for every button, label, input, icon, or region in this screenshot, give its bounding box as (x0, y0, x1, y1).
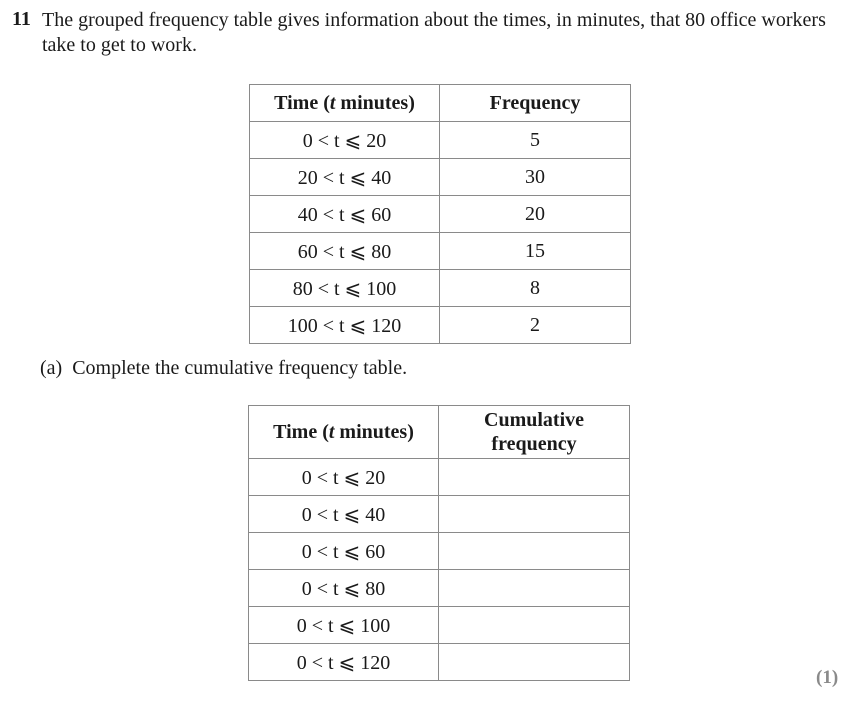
interval-cell: 0 < t ⩽ 20 (250, 122, 440, 159)
cumulative-frequency-answer-cell[interactable] (439, 496, 630, 533)
part-a-instruction: (a) Complete the cumulative frequency table. (40, 357, 408, 379)
table-row (249, 570, 630, 607)
interval-cell: 0 < t ⩽ 40 (249, 496, 439, 533)
table-row (250, 270, 631, 307)
cumulative-frequency-header: Cumulative frequency (439, 406, 630, 459)
frequency-cell: 2 (440, 307, 631, 344)
time-header: Time (t minutes) (249, 406, 439, 459)
cumulative-frequency-answer-cell[interactable] (439, 644, 630, 681)
table-row (249, 607, 630, 644)
question-number: 11 (12, 8, 31, 30)
grouped-frequency-table (249, 84, 631, 344)
interval-cell: 0 < t ⩽ 60 (249, 533, 439, 570)
table-row (250, 233, 631, 270)
interval-cell: 100 < t ⩽ 120 (250, 307, 440, 344)
table-row (249, 496, 630, 533)
cumulative-frequency-answer-cell[interactable] (439, 570, 630, 607)
table-row (249, 644, 630, 681)
cumulative-frequency-answer-cell[interactable] (439, 533, 630, 570)
question-text: The grouped frequency table gives information about the times, in minutes, that 80 office workers take to get to work. (42, 9, 826, 56)
cumulative-frequency-answer-cell[interactable] (439, 459, 630, 496)
interval-cell: 0 < t ⩽ 80 (249, 570, 439, 607)
frequency-cell: 5 (440, 122, 631, 159)
time-header: Time (t minutes) (250, 85, 440, 122)
cumulative-frequency-answer-cell[interactable] (439, 607, 630, 644)
interval-cell: 0 < t ⩽ 120 (249, 644, 439, 681)
frequency-header: Frequency (440, 85, 631, 122)
interval-cell: 20 < t ⩽ 40 (250, 159, 440, 196)
frequency-cell: 8 (440, 270, 631, 307)
interval-cell: 80 < t ⩽ 100 (250, 270, 440, 307)
cumulative-frequency-table (248, 405, 630, 681)
interval-cell: 60 < t ⩽ 80 (250, 233, 440, 270)
interval-cell: 0 < t ⩽ 100 (249, 607, 439, 644)
frequency-cell: 15 (440, 233, 631, 270)
frequency-cell: 30 (440, 159, 631, 196)
table-row (250, 307, 631, 344)
marks-indicator: (1) (816, 667, 839, 688)
interval-cell: 40 < t ⩽ 60 (250, 196, 440, 233)
interval-cell: 0 < t ⩽ 20 (249, 459, 439, 496)
table-row (250, 159, 631, 196)
frequency-cell: 20 (440, 196, 631, 233)
table-row (250, 122, 631, 159)
table-row (249, 533, 630, 570)
table-row (249, 459, 630, 496)
table-row (250, 196, 631, 233)
